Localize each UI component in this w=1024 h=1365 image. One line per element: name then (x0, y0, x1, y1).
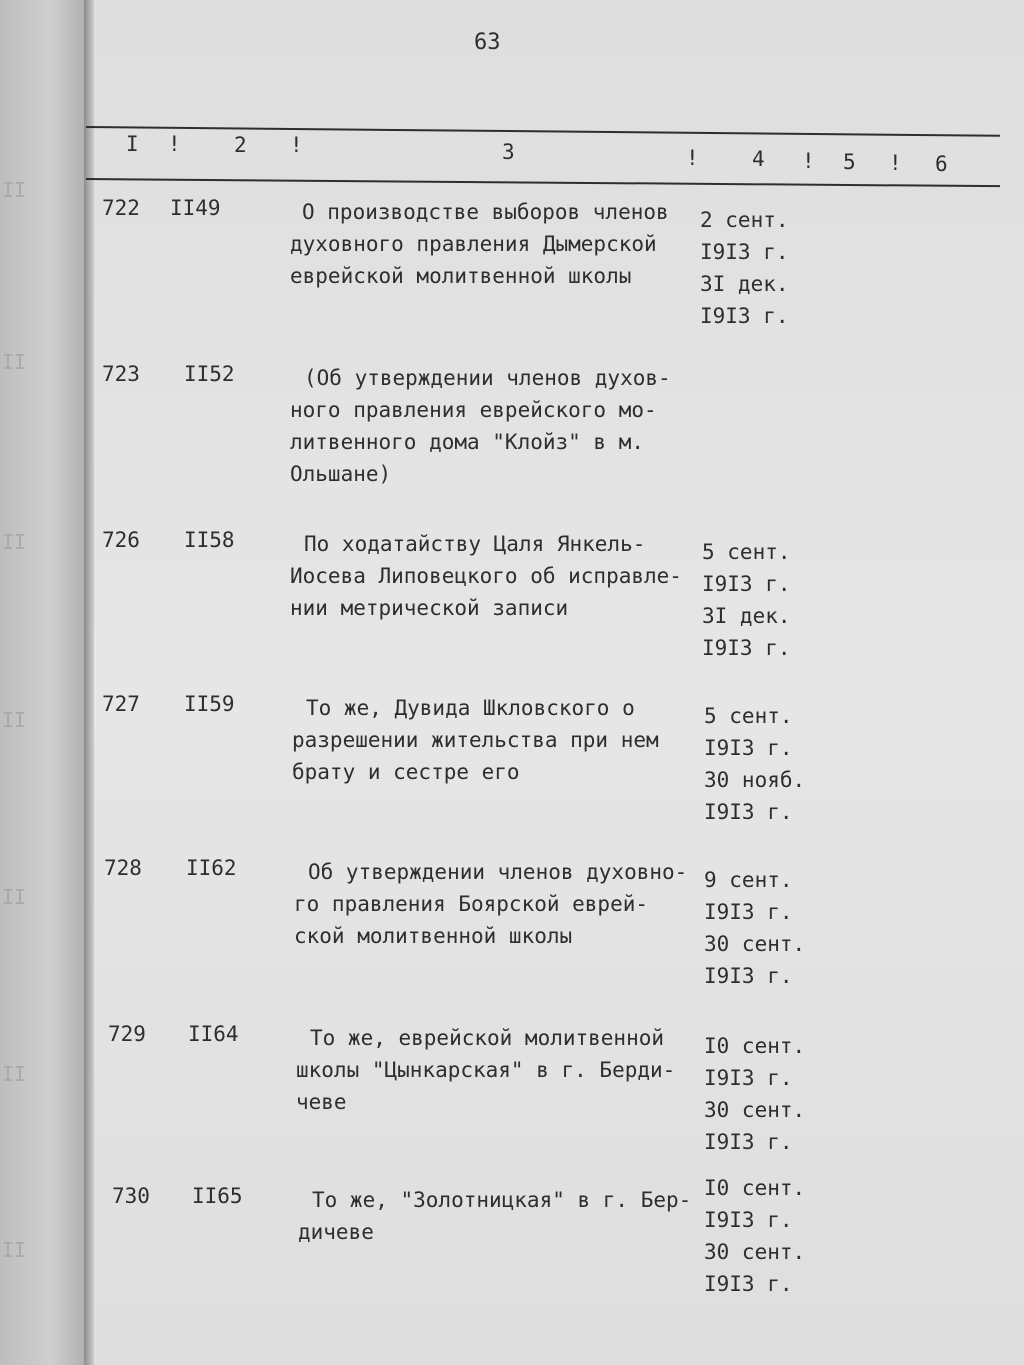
date-end-year: I9I3 г. (702, 636, 791, 660)
date-end-year: I9I3 г. (704, 1272, 793, 1296)
column-header-4: 4 (752, 147, 765, 171)
date-end-year: I9I3 г. (704, 1130, 793, 1154)
table-row (0, 692, 1024, 842)
page-number: 63 (474, 30, 501, 55)
file-code: II58 (184, 528, 235, 552)
description-line: По ходатайству Цаля Янкель- (304, 532, 646, 556)
date-start: 9 сент. (704, 868, 793, 892)
row-number: 730 (112, 1184, 150, 1208)
description-line: (Об утверждении членов духов- (304, 366, 671, 390)
row-description (294, 856, 704, 952)
column-separator: ! (168, 132, 181, 156)
date-end: 30 нояб. (704, 768, 806, 792)
date-range (704, 864, 805, 992)
file-code: II52 (184, 362, 235, 386)
description-line: ской молитвенной школы (294, 924, 573, 948)
date-range (704, 1172, 805, 1300)
description-line: То же, еврейской молитвенной (310, 1026, 665, 1050)
table-row (0, 856, 1024, 1006)
date-start: 5 сент. (704, 704, 793, 728)
file-code: II65 (192, 1184, 243, 1208)
row-description (290, 196, 700, 292)
date-end-year: I9I3 г. (704, 800, 793, 824)
description-line: нии метрической записи (290, 596, 569, 620)
file-code: II64 (188, 1022, 239, 1046)
file-code: II59 (184, 692, 235, 716)
date-start-year: I9I3 г. (704, 1208, 793, 1232)
bleed-mark: II (2, 350, 27, 374)
date-range (702, 536, 791, 664)
date-end: 30 сент. (704, 932, 806, 956)
column-separator: ! (889, 151, 902, 175)
description-line: школы "Цынкарская" в г. Берди- (296, 1058, 676, 1082)
column-separator: ! (290, 133, 303, 157)
description-line: чеве (296, 1090, 347, 1114)
date-start: 5 сент. (702, 540, 791, 564)
row-number: 729 (108, 1022, 146, 1046)
description-line: литвенного дома "Клойз" в м. (290, 430, 645, 454)
row-number: 723 (102, 362, 140, 386)
description-line: О производстве выборов членов (302, 200, 669, 224)
bleed-mark: II (2, 178, 27, 202)
column-header-6: 6 (935, 152, 948, 176)
description-line: еврейской молитвенной школы (290, 264, 632, 288)
bleed-mark: II (2, 1238, 27, 1262)
description-line: разрешении жительства при нем (292, 728, 659, 752)
column-separator: ! (802, 149, 815, 173)
row-number: 728 (104, 856, 142, 880)
description-line: ного правления еврейского мо- (290, 398, 657, 422)
description-line: брату и сестре его (292, 760, 520, 784)
column-header-5: 5 (843, 150, 856, 174)
date-start-year: I9I3 г. (704, 900, 793, 924)
bleed-mark: II (2, 708, 27, 732)
bleed-mark: II (2, 530, 27, 554)
date-end-year: I9I3 г. (704, 964, 793, 988)
row-number: 726 (102, 528, 140, 552)
date-start-year: I9I3 г. (704, 736, 793, 760)
date-start: 2 сент. (700, 208, 789, 232)
description-line: Иосева Липовецкого об исправле- (290, 564, 682, 588)
column-header-2: 2 (234, 133, 247, 157)
description-line: Об утверждении членов духовно- (308, 860, 688, 884)
date-start: I0 сент. (704, 1034, 806, 1058)
date-end: 3I дек. (700, 272, 789, 296)
date-start-year: I9I3 г. (700, 240, 789, 264)
column-separator: ! (686, 146, 699, 170)
description-line: Ольшане) (290, 462, 392, 486)
bleed-mark: II (2, 1062, 27, 1086)
date-start-year: I9I3 г. (702, 572, 791, 596)
file-code: II62 (186, 856, 237, 880)
description-line: дичеве (298, 1220, 374, 1244)
row-description (296, 1022, 706, 1118)
table-row (0, 1022, 1024, 1172)
row-description (292, 692, 702, 788)
description-line: духовного правления Дымерской (290, 232, 657, 256)
row-number: 727 (102, 692, 140, 716)
date-range (704, 1030, 805, 1158)
table-row (0, 362, 1024, 512)
row-number: 722 (102, 196, 140, 220)
column-header-1: I (126, 132, 139, 156)
file-code: II49 (170, 196, 221, 220)
table-row (0, 1176, 1024, 1334)
description-line: го правления Боярской еврей- (294, 892, 649, 916)
date-start-year: I9I3 г. (704, 1066, 793, 1090)
date-start: I0 сент. (704, 1176, 806, 1200)
column-header-3: 3 (502, 140, 515, 164)
date-end: 3I дек. (702, 604, 791, 628)
bleed-mark: II (2, 885, 27, 909)
date-end: 30 сент. (704, 1240, 806, 1264)
description-line: То же, "Золотницкая" в г. Бер- (312, 1188, 692, 1212)
row-description (298, 1184, 708, 1248)
date-end: 30 сент. (704, 1098, 806, 1122)
row-description (290, 528, 700, 624)
table-row (0, 528, 1024, 678)
date-range (704, 700, 805, 828)
date-end-year: I9I3 г. (700, 304, 789, 328)
row-description (290, 362, 700, 490)
date-range (700, 204, 789, 332)
table-row (0, 196, 1024, 346)
description-line: То же, Дувида Шкловского о (306, 696, 635, 720)
